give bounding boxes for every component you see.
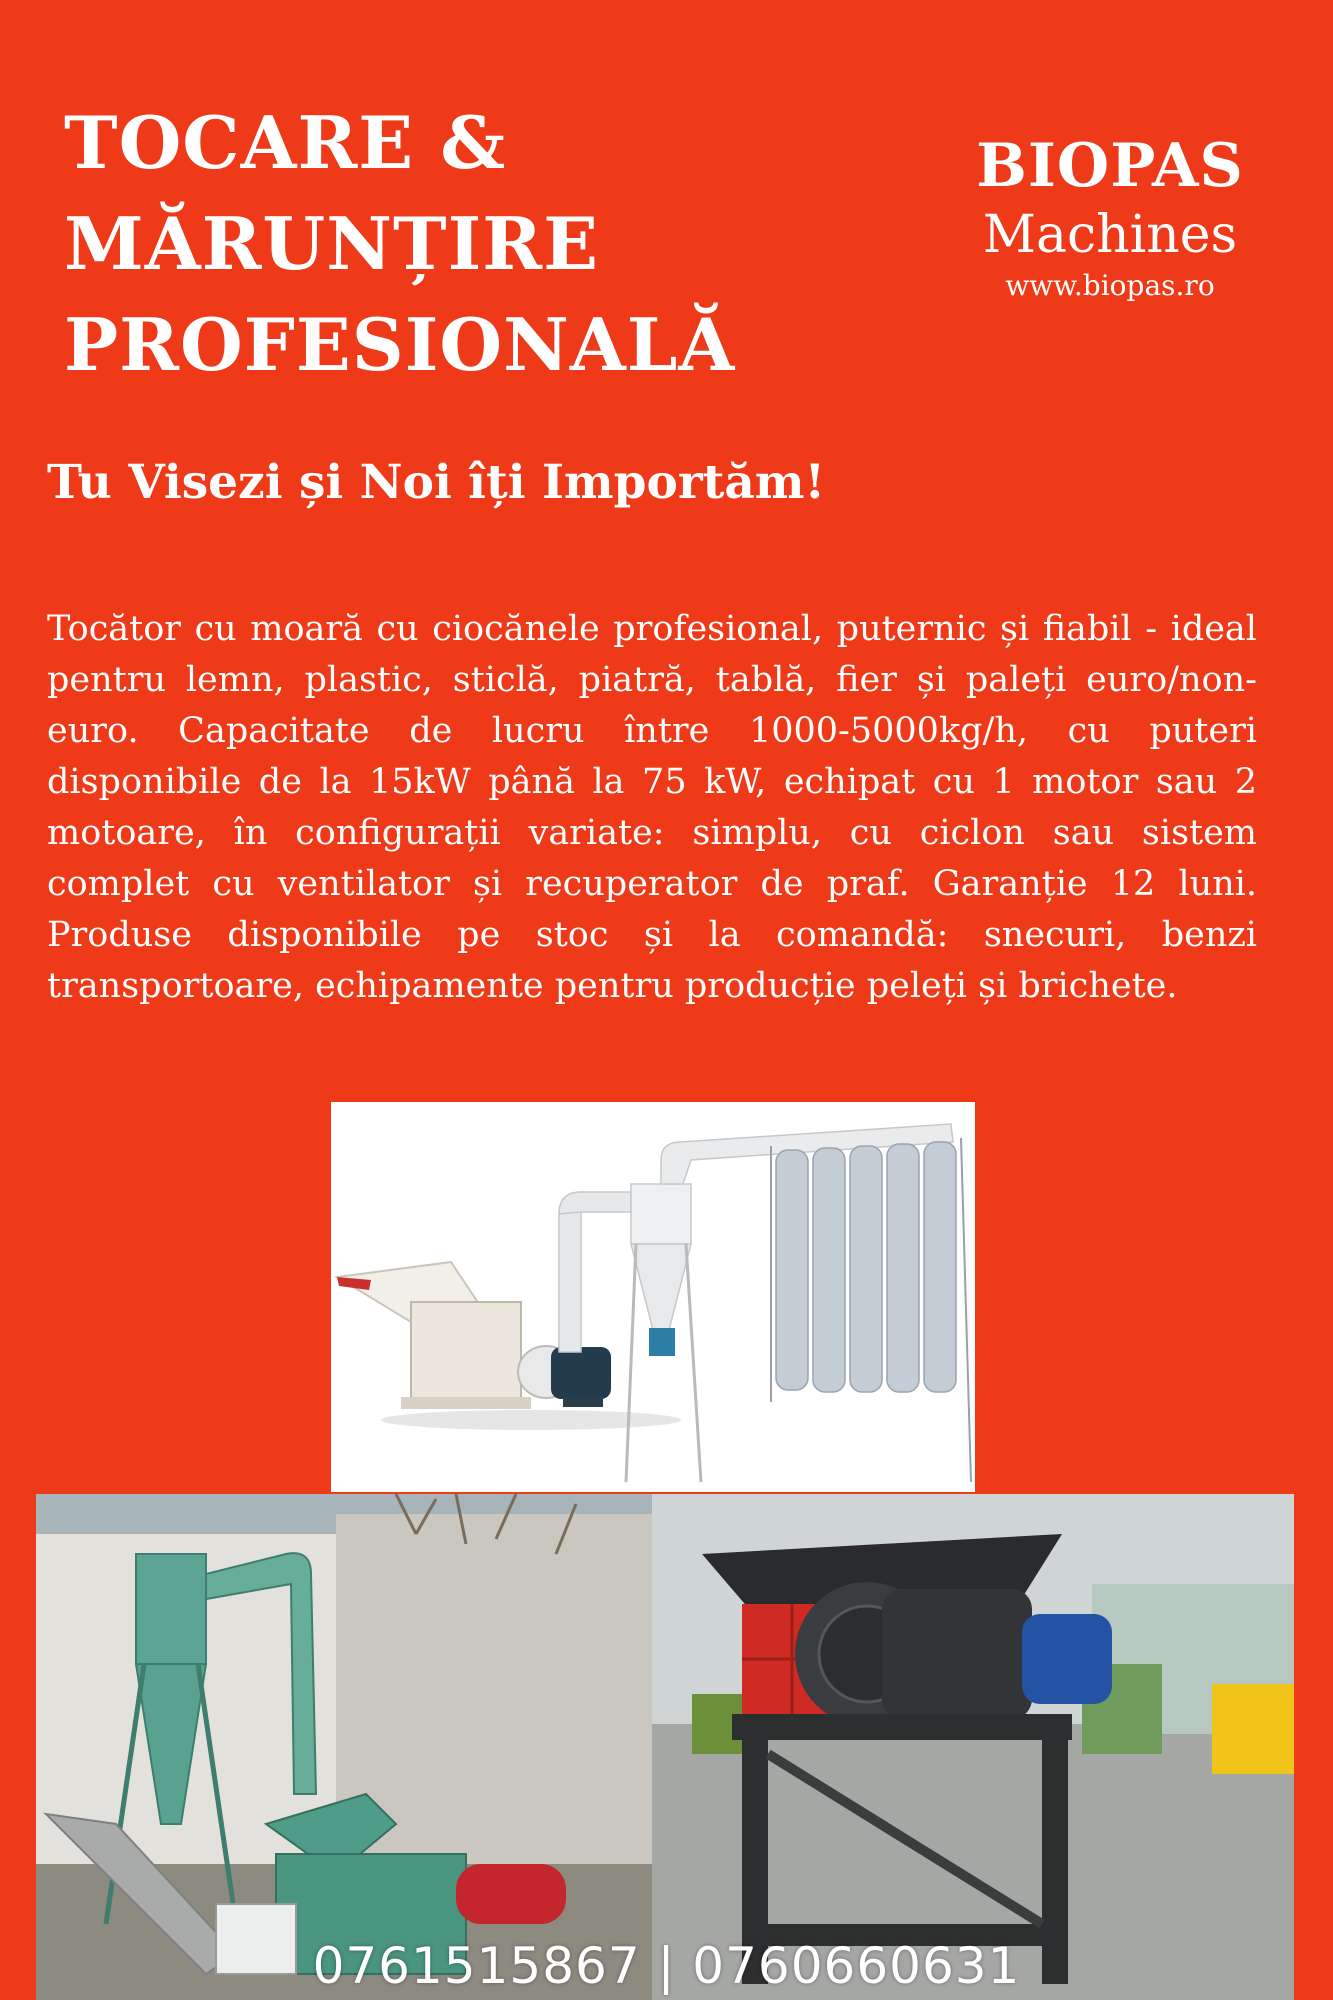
- product-image-hammer-mill-dust-collector: [331, 1102, 975, 1492]
- product-image-shredder: [652, 1494, 1294, 2000]
- product-description: Tocător cu moară cu ciocănele profesional, puternic și fiabil - ideal pentru lemn, plastic, sticlă, piatră, tablă, fier și paleți euro/non-euro. Capacitate de lucru între 1000-5000kg/h, cu puteri disponibile de la 15kW până la 75 kW, echipat cu 1 motor sau 2 motoare, în configurații variate: simplu, cu ciclon sau sistem complet cu ventilator și recuperator de praf. Garanție 12 luni. Produse disponibile pe stoc și la comandă: snecuri, benzi transportoare, echipamente pentru producție peleți și brichete.: [47, 609, 1257, 1006]
- headline-line-1: TOCARE &: [64, 100, 507, 185]
- brand-url[interactable]: www.biopas.ro: [1005, 269, 1215, 302]
- contact-phone-numbers[interactable]: 0761515867 | 0760660631: [312, 1937, 1021, 1995]
- brand-logo: [960, 128, 1260, 306]
- tagline: Tu Visezi și Noi îți Importăm!: [47, 455, 826, 510]
- product-image-green-hammer-mill: [36, 1494, 652, 2000]
- brand-name: BIOPAS: [976, 131, 1244, 201]
- headline: [64, 92, 824, 395]
- headline-line-3: PROFESIONALĂ: [64, 302, 736, 387]
- brand-subtitle: Machines: [982, 205, 1238, 265]
- headline-line-2: MĂRUNȚIRE: [64, 201, 599, 286]
